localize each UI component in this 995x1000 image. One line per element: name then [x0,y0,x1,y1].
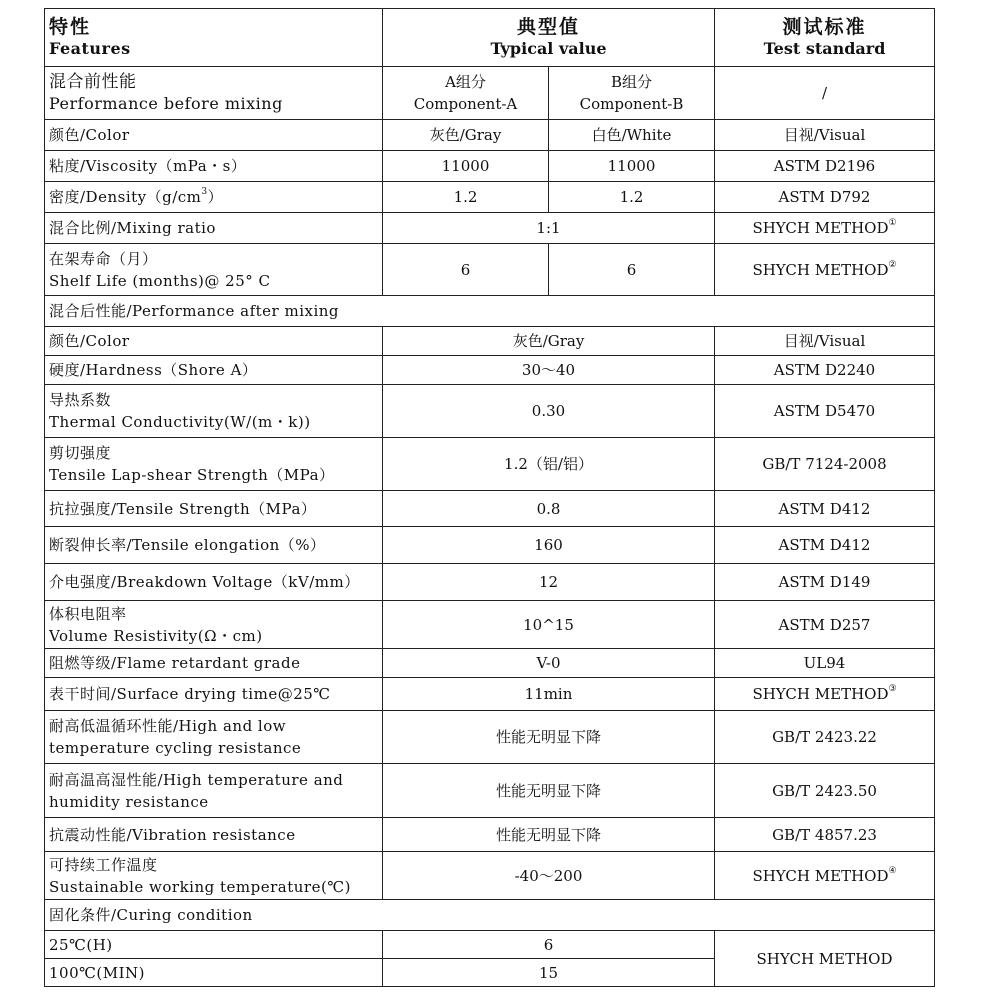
before-mixing-label: 混合前性能 Performance before mixing [45,67,383,120]
curing-standard: SHYCH METHOD [715,931,935,987]
table-row: 抗拉强度/Tensile Strength（MPa） 0.8 ASTM D412 [45,491,935,527]
temp-cycling-label: 耐高低温循环性能/High and low temperature cycling resistance [45,711,383,764]
table-row: 表干时间/Surface drying time@25℃ 11min SHYCH METHOD③ [45,678,935,711]
table-row: 混合比例/Mixing ratio 1:1 SHYCH METHOD① [45,213,935,244]
table-row: 抗震动性能/Vibration resistance 性能无明显下降 GB/T 4857.23 [45,818,935,852]
table-row: 耐高低温循环性能/High and low temperature cycling resistance 性能无明显下降 GB/T 2423.22 [45,711,935,764]
table-row: 密度$/Density(g/cm^3)$ 1.2 1.2 ASTM D792 [45,182,935,213]
table-row: 断裂伸长率/Tensile elongation（%） 160 ASTM D412 [45,527,935,564]
table-row: 100℃(MIN) 15 [45,959,935,987]
table-row: 阻燃等级/Flame retardant grade V-0 UL94 [45,649,935,678]
typical-value-header: 典型值 Typical value [383,9,715,67]
specification-table [44,8,935,987]
section-row [45,900,935,931]
shelf-life-label: 在架寿命（月） Shelf Life (months)@ 25° C [45,244,383,296]
table-row: 导热系数 Thermal Conductivity(W/(m・k)) 0.30 ASTM D5470 [45,385,935,438]
table-row: 颜色/Color 灰色/Gray 目视/Visual [45,327,935,356]
table-row [45,67,935,120]
working-temp-standard: SHYCH METHOD④ [715,852,935,900]
table-row: 体积电阻率 Volume Resistivity(Ω・cm) 10^15 ASTM D257 [45,601,935,649]
thermal-label: 导热系数 Thermal Conductivity(W/(m・k)) [45,385,383,438]
table-row: 在架寿命（月） Shelf Life (months)@ 25° C 6 6 SHYCH METHOD② [45,244,935,296]
mixing-ratio-standard: SHYCH METHOD① [715,213,935,244]
density-label: 密度$/Density(g/cm^3)$ [45,182,383,213]
lap-shear-label: 剪切强度 Tensile Lap-shear Strength（MPa） [45,438,383,491]
curing-section: 固化条件/Curing condition [45,900,935,931]
test-standard-header: 测试标准 Test standard [715,9,935,67]
component-b-header: B组分 Component-B [549,67,715,120]
after-mixing-section: 混合后性能/Performance after mixing [45,296,935,327]
section-row [45,296,935,327]
table-header-row [45,9,935,67]
table-row: 粘度/Viscosity（mPa・s） 11000 11000 ASTM D2196 [45,151,935,182]
before-standard: / [715,67,935,120]
humidity-label: 耐高温高湿性能/High temperature and humidity resistance [45,764,383,818]
working-temp-label: 可持续工作温度 Sustainable working temperature(℃) [45,852,383,900]
features-header: 特性 Features [45,9,383,67]
table-row: 介电强度/Breakdown Voltage（kV/mm） 12 ASTM D149 [45,564,935,601]
table-row: 剪切强度 Tensile Lap-shear Strength（MPa） 1.2（铝/铝） GB/T 7124-2008 [45,438,935,491]
table-row: 硬度/Hardness（Shore A） 30～40 ASTM D2240 [45,356,935,385]
table-row: 25℃(H) 6 SHYCH METHOD [45,931,935,959]
surface-dry-standard: SHYCH METHOD③ [715,678,935,711]
shelf-life-standard: SHYCH METHOD② [715,244,935,296]
table-row: 耐高温高湿性能/High temperature and humidity resistance 性能无明显下降 GB/T 2423.50 [45,764,935,818]
table-row: 颜色/Color 灰色/Gray 白色/White 目视/Visual [45,120,935,151]
component-a-header: A组分 Component-A [383,67,549,120]
table-row: 可持续工作温度 Sustainable working temperature(℃) -40～200 SHYCH METHOD④ [45,852,935,900]
resistivity-label: 体积电阻率 Volume Resistivity(Ω・cm) [45,601,383,649]
